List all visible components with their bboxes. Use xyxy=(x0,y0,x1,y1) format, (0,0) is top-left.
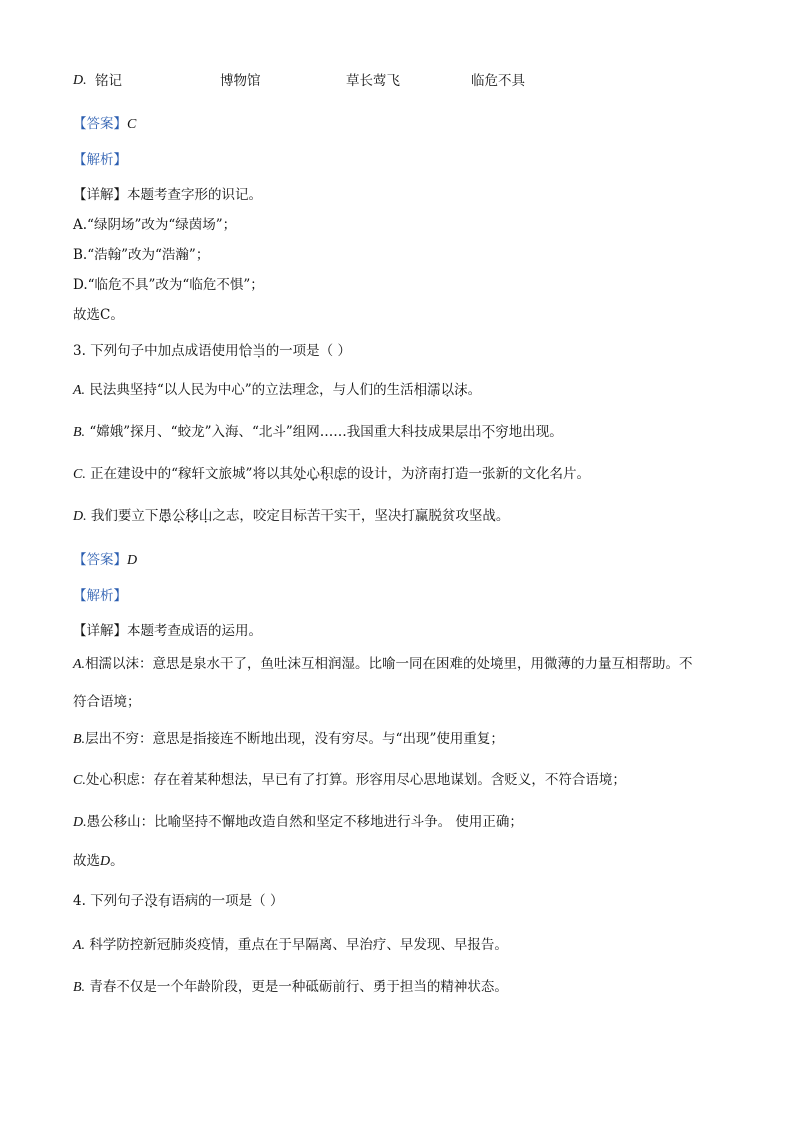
dotted-idiom xyxy=(455,424,509,440)
q2-detail-line-b: B.“浩翰”改为“浩瀚”； xyxy=(73,247,210,263)
stem-tail: 语病的一项是（ ） xyxy=(171,893,284,909)
dotted-char: 相 xyxy=(413,382,428,398)
option-text: 科学防控新冠肺炎疫情，重点在于早隔离、早治疗、早发现、早报告。 xyxy=(89,937,508,953)
option-word-3: 草长莺飞 xyxy=(346,73,400,89)
option-word-1: 铭记 xyxy=(95,73,122,89)
detail-tag: 【详解】 xyxy=(73,623,127,639)
option-label: A. xyxy=(73,383,86,398)
q2-analysis-tag: 【解析】 xyxy=(73,152,127,168)
option-tail: 之志，咬定目标苦干实干，坚决打赢脱贫攻坚战。 xyxy=(212,508,510,524)
q3-explanation-b xyxy=(73,730,504,749)
option-text: 青春不仅是一个年龄阶段，更是一种砥砺前行、勇于担当的精神状态。 xyxy=(89,979,508,995)
dotted-char: 以 xyxy=(440,382,455,398)
q3-option-a xyxy=(73,381,481,400)
option-text: 正在建设中的“稼轩文旅城”将以其 xyxy=(90,466,293,482)
q4-option-a xyxy=(73,936,508,955)
explanation-text: 愚公移山：比喻坚持不懈地改造自然和坚定不移地进行斗争。 使用正确； xyxy=(86,814,523,830)
q3-explanation-c xyxy=(73,771,626,790)
answer-tag: 【答案】 xyxy=(73,116,127,132)
q3-detail xyxy=(73,622,262,640)
q2-detail-line-d: D.“临危不具”改为“临危不惧”； xyxy=(73,277,264,293)
dotted-char: 没 xyxy=(144,893,158,909)
q3-stem xyxy=(73,342,351,360)
q3-answer xyxy=(73,551,137,570)
q3-conclusion xyxy=(73,852,124,871)
option-label: A. xyxy=(73,938,86,953)
dotted-char: 处 xyxy=(292,466,307,482)
dotted-idiom xyxy=(414,382,468,398)
dotted-char: 公 xyxy=(171,508,186,524)
answer-tag: 【答案】 xyxy=(73,552,127,568)
q2-detail-line-a: A.“绿阴场”改为“绿茵场”； xyxy=(73,217,237,233)
conclusion-text: 故选 xyxy=(73,853,100,869)
q3-option-c xyxy=(73,465,590,484)
dotted-char: 山 xyxy=(198,508,213,524)
dotted-char: 出 xyxy=(468,424,482,440)
detail-text: 本题考查成语的运用。 xyxy=(127,623,262,639)
explanation-label: C. xyxy=(73,773,86,788)
option-tail: 的设计，为济南打造一张新的文化名片。 xyxy=(346,466,590,482)
dotted-char: 穷 xyxy=(495,424,509,440)
q3-analysis-tag: 【解析】 xyxy=(73,588,127,604)
dotted-char: 层 xyxy=(454,424,469,440)
dotted-idiom xyxy=(158,508,212,524)
q2-conclusion: 故选C。 xyxy=(73,307,124,323)
q2-answer xyxy=(73,115,136,134)
q3-explanation-d xyxy=(73,813,523,832)
q4-option-b xyxy=(73,978,508,997)
stem-text: 下列句子 xyxy=(90,893,145,909)
dotted-char: 沫 xyxy=(454,382,468,398)
conclusion-tail: 。 xyxy=(110,853,124,869)
dotted-char: 不 xyxy=(481,424,496,440)
answer-value: D xyxy=(127,553,138,568)
option-tail: 。 xyxy=(467,382,482,398)
dotted-char: 移 xyxy=(185,508,199,524)
question-number: 3. xyxy=(73,343,86,359)
dotted-word xyxy=(144,893,171,909)
q4-stem xyxy=(73,892,283,910)
detail-text: 本题考查字形的识记。 xyxy=(127,187,262,203)
q2-option-d xyxy=(73,72,573,90)
option-word-2: 博物馆 xyxy=(220,73,261,89)
explanation-text: 处心积虑：存在着某种想法，早已有了打算。形容用尽心思地谋划。含贬义，不符合语境； xyxy=(85,772,626,788)
explanation-label: B. xyxy=(73,732,86,747)
explanation-label: A. xyxy=(73,657,86,672)
q2-detail xyxy=(73,186,262,204)
option-text: “嫦娥”探月、“蛟龙”入海、“北斗”组网……我国重大科技成果 xyxy=(89,424,455,440)
option-tail: 地出现。 xyxy=(508,424,563,440)
question-number: 4. xyxy=(73,893,86,909)
stem-tail: 的一项是（ ） xyxy=(265,343,351,359)
dotted-char: 积 xyxy=(319,466,334,482)
dotted-char: 当 xyxy=(252,343,266,359)
dotted-char: 心 xyxy=(306,466,320,482)
answer-value: C xyxy=(127,117,137,132)
option-label: D. xyxy=(73,509,87,524)
option-label: C. xyxy=(73,467,86,482)
dotted-word xyxy=(239,343,266,359)
dotted-idiom-text xyxy=(414,382,468,398)
option-label: D. xyxy=(73,73,87,88)
stem-text: 下列句子中加点成语使用 xyxy=(90,343,239,359)
option-word-4: 临危不具 xyxy=(471,73,525,89)
q3-explanation-a xyxy=(73,655,693,674)
option-label: B. xyxy=(73,425,86,440)
dotted-char: 濡 xyxy=(427,382,441,398)
explanation-label: D. xyxy=(73,815,87,830)
explanation-text: 相濡以沫：意思是泉水干了，鱼吐沫互相润湿。比喻一同在困难的处境里，用微薄的力量互相帮助。不 xyxy=(85,656,693,672)
dotted-idiom xyxy=(293,466,347,482)
conclusion-letter: D xyxy=(100,854,111,869)
q3-option-d xyxy=(73,507,509,526)
q3-explanation-a-cont: 符合语境； xyxy=(73,694,141,710)
explanation-text: 层出不穷：意思是指接连不断地出现，没有穷尽。与“出现”使用重复； xyxy=(85,731,504,747)
option-label: B. xyxy=(73,980,86,995)
option-text: 民法典坚持“以人民为中心”的立法理念，与人们的生活 xyxy=(89,382,414,398)
dotted-char: 虑 xyxy=(333,466,347,482)
dotted-char: 恰 xyxy=(238,343,253,359)
q3-option-b xyxy=(73,423,563,442)
dotted-char: 有 xyxy=(157,893,172,909)
dotted-char: 愚 xyxy=(158,508,172,524)
option-text: 我们要立下 xyxy=(90,508,159,524)
detail-tag: 【详解】 xyxy=(73,187,127,203)
